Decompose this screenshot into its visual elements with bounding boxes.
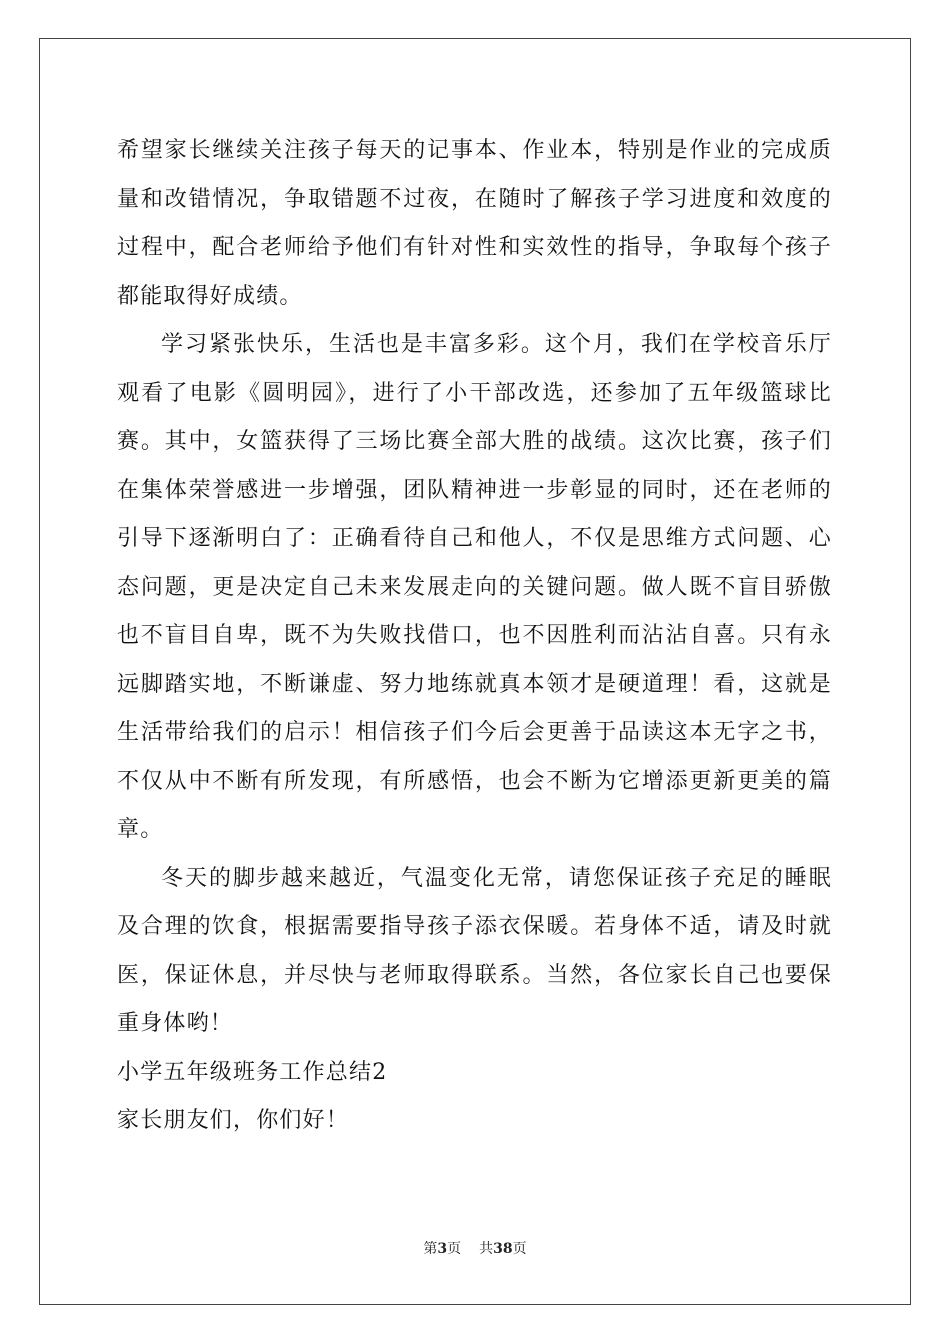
total-unit: 页 — [512, 1241, 527, 1257]
paragraph-2: 学习紧张快乐，生活也是丰富多彩。这个月，我们在学校音乐厅观看了电影《圆明园》，进行了小干部改选，还参加了五年级篮球比赛。其中，女篮获得了三场比赛全部大胜的战绩。这次比赛，孩子们在集体荣誉感进一步增强，团队精神进一步彰显的同时，还在老师的引导下逐渐明白了：正确看待自己和他人，不仅是思维方式问题、心态问题，更是决定自己未来发展走向的关键问题。做人既不盲目骄傲也不盲目自卑，既不为失败找借口，也不因胜利而沾沾自喜。只有永远脚踏实地，不断谦虚、努力地练就真本领才是硬道理！看，这就是生活带给我们的启示！相信孩子们今后会更善于品读这本无字之书，不仅从中不断有所发现，有所感悟，也会不断为它增添更新更美的篇章。 — [117, 332, 832, 842]
paragraph-3: 冬天的脚步越来越近，气温变化无常，请您保证孩子充足的睡眠及合理的饮食，根据需要指导孩子添衣保暖。若身体不适，请及时就医，保证休息，并尽快与老师取得联系。当然，各位家长自己也要保重身体哟！ — [117, 865, 832, 1036]
page-footer — [0, 1238, 950, 1258]
section-title: 小学五年级班务工作总结2 — [117, 1059, 388, 1085]
document-body — [117, 127, 832, 1146]
total-page-count: 38 — [493, 1241, 513, 1257]
page-unit: 页 — [447, 1241, 462, 1257]
total-prefix: 共 — [479, 1241, 494, 1257]
greeting: 家长朋友们，你们好！ — [117, 1108, 350, 1133]
current-page-number: 3 — [437, 1241, 448, 1257]
paragraph-1: 希望家长继续关注孩子每天的记事本、作业本，特别是作业的完成质量和改错情况，争取错题不过夜，在随时了解孩子学习进度和效度的过程中，配合老师给予他们有针对性和实效性的指导，争取每个孩子都能取得好成绩。 — [117, 138, 832, 309]
page-prefix: 第 — [423, 1241, 438, 1257]
